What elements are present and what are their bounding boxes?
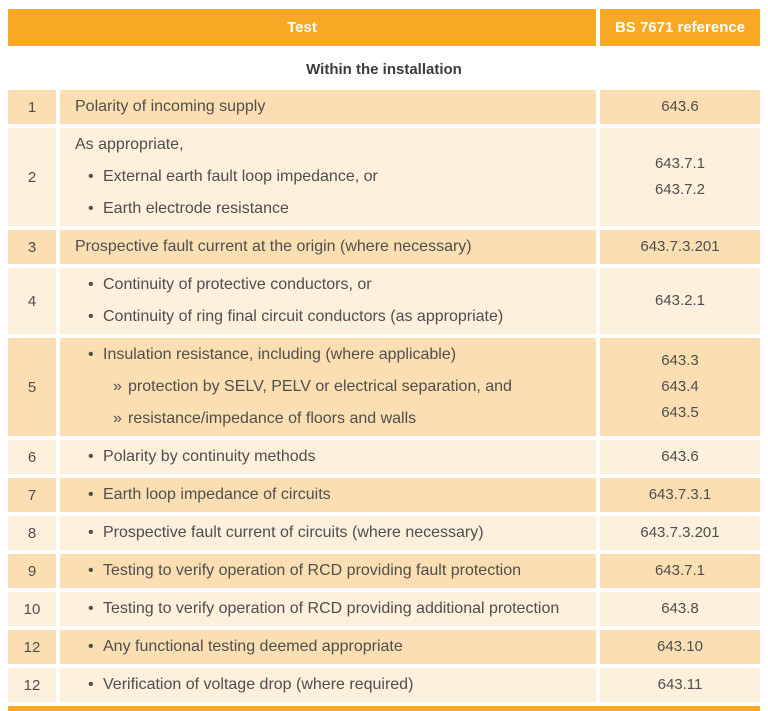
table-row [8,440,760,474]
reference-value: 643.10 [657,638,703,655]
bullet-icon: • [88,308,94,325]
bullet-icon: • [88,562,94,579]
row-number: 1 [8,90,56,124]
row-lines [60,630,596,664]
row-lines [60,592,596,626]
test-description-line [60,593,586,625]
table-row [8,128,760,226]
row-number: 9 [8,554,56,588]
test-description-text: Prospective fault current of circuits (where necessary) [103,524,484,541]
test-description-text: Verification of voltage drop (where required) [103,676,414,693]
header-cell-reference [600,9,760,46]
test-description-text: Continuity of protective conductors, or [103,276,372,293]
test-description-line [60,91,586,123]
table-row [8,478,760,512]
row-number: 4 [8,268,56,334]
row-refs [600,338,760,436]
row-number: 8 [8,516,56,550]
test-description-line [60,441,586,473]
row-lines [60,268,596,334]
test-description-line [60,339,586,371]
row-number: 12 [8,668,56,702]
row-refs [600,128,760,226]
test-description-line [60,403,586,435]
row-number: 2 [8,128,56,226]
test-description-line [60,555,586,587]
test-description-text: Any functional testing deemed appropriate [103,638,403,655]
row-number: 5 [8,338,56,436]
row-lines [60,230,596,264]
test-description-text: Polarity of incoming supply [75,98,266,115]
table-row [8,668,760,702]
test-description-line [60,231,586,263]
header-reference-label: BS 7671 reference [614,19,746,36]
reference-value: 643.7.3.201 [640,238,720,255]
bullet-icon: • [88,168,94,185]
test-description-text: As appropriate, [75,136,184,153]
row-refs [600,478,760,512]
row-number: 3 [8,230,56,264]
row-number: 12 [8,630,56,664]
test-description-text: Prospective fault current at the origin (where necessary) [75,238,472,255]
test-description-line [60,517,586,549]
table-row [8,592,760,626]
bullet-icon: • [88,638,94,655]
table-bottom-border [8,706,760,711]
test-description-text: Testing to verify operation of RCD providing additional protection [103,600,560,617]
row-refs [600,592,760,626]
row-lines [60,338,596,436]
reference-value: 643.7.3.201 [640,524,720,541]
row-lines [60,516,596,550]
reference-value: 643.8 [661,600,699,617]
test-description-line [60,631,586,663]
test-description-text: Earth loop impedance of circuits [103,486,331,503]
reference-value: 643.7.3.1 [648,486,712,503]
bullet-icon: • [88,276,94,293]
section-title: Within the installation [306,61,462,78]
test-description-line [60,269,586,301]
test-description-text: protection by SELV, PELV or electrical separation, and [128,378,512,395]
bullet-icon: • [88,200,94,217]
row-lines [60,90,596,124]
test-description-text: External earth fault loop impedance, or [103,168,378,185]
bullet-icon: • [88,676,94,693]
row-lines [60,440,596,474]
table-rows [8,90,760,702]
row-refs [600,268,760,334]
reference-value: 643.2.1 [654,292,706,309]
test-description-line [60,371,586,403]
row-lines [60,554,596,588]
table-row [8,230,760,264]
reference-value: 643.3 [661,352,699,369]
reference-value: 643.4 [661,378,699,395]
table-row [8,338,760,436]
bullet-icon: • [88,524,94,541]
sub-bullet-icon: » [113,378,122,395]
test-description-text: Insulation resistance, including (where applicable) [103,346,457,363]
test-description-text: Continuity of ring final circuit conductors (as appropriate) [103,308,504,325]
table-header-row [8,9,760,46]
test-description-line [60,193,586,225]
table-row [8,630,760,664]
bullet-icon: • [88,486,94,503]
reference-value: 643.5 [661,404,699,421]
bullet-icon: • [88,600,94,617]
row-refs [600,230,760,264]
test-description-line [60,129,586,161]
table-row [8,268,760,334]
test-description-text: Earth electrode resistance [103,200,289,217]
reference-value: 643.11 [657,676,703,693]
reference-value: 643.7.1 [654,155,706,172]
test-description-line [60,479,586,511]
test-description-text: Testing to verify operation of RCD providing fault protection [103,562,521,579]
table-row [8,516,760,550]
test-description-line [60,301,586,333]
row-refs [600,90,760,124]
row-refs [600,630,760,664]
row-lines [60,128,596,226]
sub-bullet-icon: » [113,410,122,427]
bullet-icon: • [88,346,94,363]
bullet-icon: • [88,448,94,465]
reference-value: 643.6 [661,98,699,115]
table-row [8,90,760,124]
row-lines [60,478,596,512]
test-description-line [60,669,586,701]
row-number: 6 [8,440,56,474]
reference-value: 643.7.1 [654,562,706,579]
row-refs [600,554,760,588]
header-test-label: Test [287,19,317,36]
row-number: 10 [8,592,56,626]
reference-value: 643.6 [661,448,699,465]
test-description-text: resistance/impedance of floors and walls [128,410,417,427]
header-cell-test [8,9,596,46]
test-description-text: Polarity by continuity methods [103,448,316,465]
table-row [8,554,760,588]
row-refs [600,668,760,702]
test-description-line [60,161,586,193]
row-number: 7 [8,478,56,512]
row-refs [600,440,760,474]
reference-value: 643.7.2 [654,181,706,198]
row-lines [60,668,596,702]
row-refs [600,516,760,550]
